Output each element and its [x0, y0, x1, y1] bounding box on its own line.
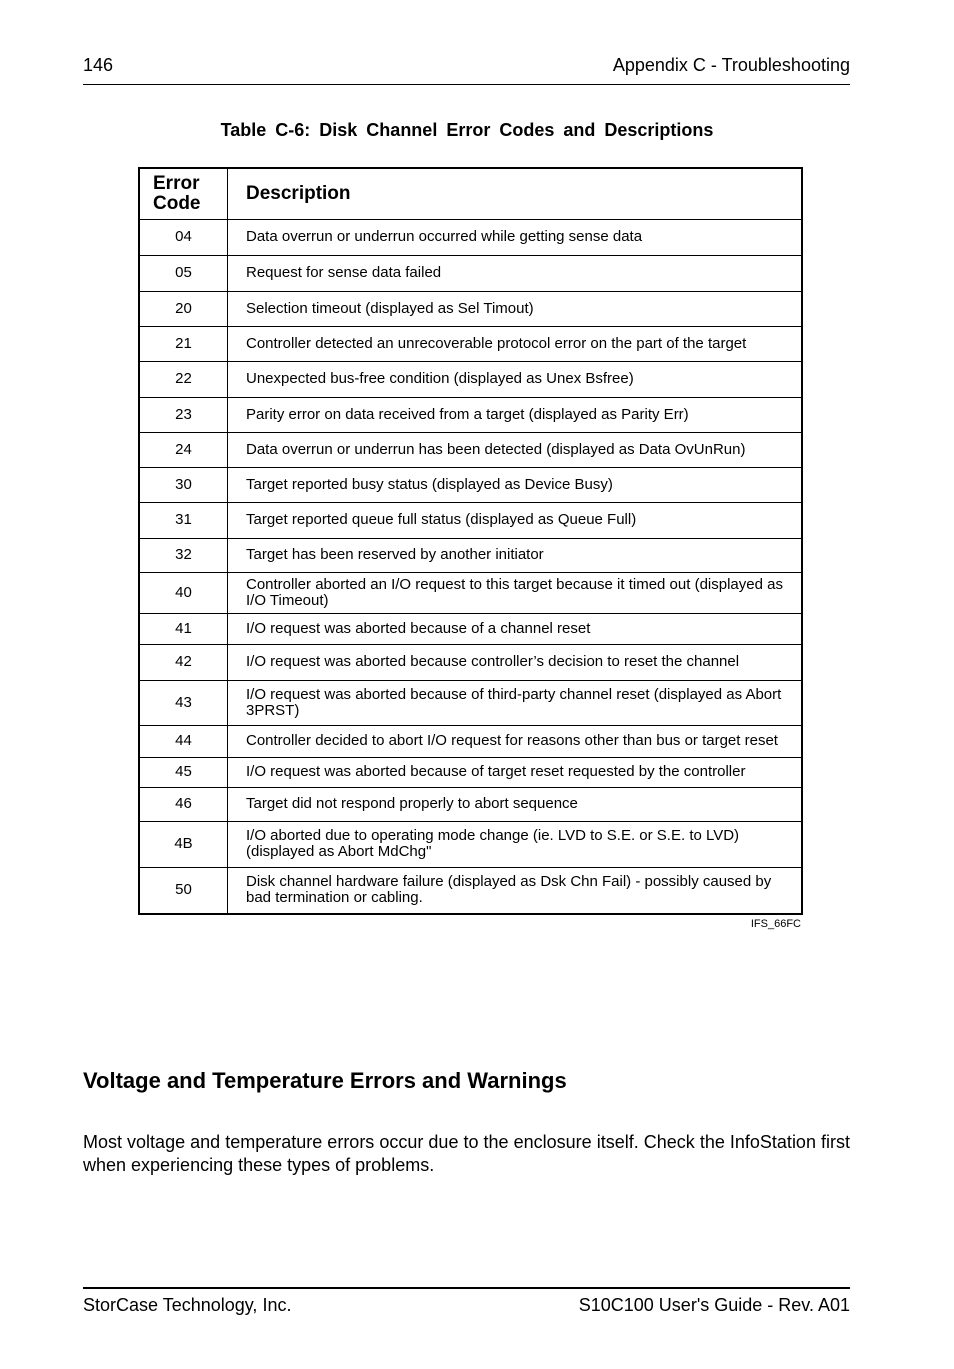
column-header-code-line1: Error [153, 172, 200, 194]
table-row [139, 757, 802, 787]
table-title: Table C-6: Disk Channel Error Codes and Descriptions [220, 120, 714, 140]
table-header-row [139, 168, 802, 219]
footer-divider [83, 1287, 850, 1289]
footer-company: StorCase Technology, Inc. [83, 1295, 292, 1315]
table-row [139, 680, 802, 725]
description-cell: Target reported queue full status (displayed as Queue Full) [228, 502, 803, 538]
description-cell: Request for sense data failed [228, 255, 803, 291]
error-code-cell: 50 [139, 867, 228, 914]
body-paragraph: Most voltage and temperature errors occur due to the enclosure itself. Check the InfoStation first when experiencing these types of problems. [83, 1132, 850, 1175]
description-cell: I/O request was aborted because of a channel reset [228, 613, 803, 644]
description-cell: Disk channel hardware failure (displayed as Dsk Chn Fail) - possibly caused by bad termination or cabling. [228, 867, 803, 914]
error-code-cell: 41 [139, 613, 228, 644]
error-code-cell: 43 [139, 680, 228, 725]
table-row [139, 613, 802, 644]
figure-id: IFS_66FC [750, 918, 801, 930]
error-code-cell: 4B [139, 821, 228, 867]
error-code-cell: 40 [139, 572, 228, 613]
section-heading: Voltage and Temperature Errors and Warnings [83, 1068, 567, 1093]
error-code-cell: 04 [139, 219, 228, 255]
table-row [139, 291, 802, 326]
table-row [139, 255, 802, 291]
description-cell: Unexpected bus-free condition (displayed as Unex Bsfree) [228, 361, 803, 397]
description-cell: Parity error on data received from a target (displayed as Parity Err) [228, 397, 803, 432]
table-row [139, 644, 802, 680]
column-header-error-code [139, 168, 228, 219]
description-cell: I/O aborted due to operating mode change (ie. LVD to S.E. or S.E. to LVD) (displayed as Abort MdChg" [228, 821, 803, 867]
description-cell: Data overrun or underrun has been detected (displayed as Data OvUnRun) [228, 432, 803, 467]
table-row [139, 821, 802, 867]
table-row [139, 725, 802, 757]
column-header-description: Description [228, 168, 803, 219]
table-row [139, 502, 802, 538]
table-row [139, 361, 802, 397]
error-code-cell: 31 [139, 502, 228, 538]
description-cell: Target has been reserved by another initiator [228, 538, 803, 572]
error-code-cell: 23 [139, 397, 228, 432]
page-number: 146 [83, 55, 114, 75]
table-row [139, 538, 802, 572]
description-cell: Data overrun or underrun occurred while getting sense data [228, 219, 803, 255]
table-row [139, 787, 802, 821]
description-cell: I/O request was aborted because of third-party channel reset (displayed as Abort 3PRST) [228, 680, 803, 725]
error-code-cell: 44 [139, 725, 228, 757]
error-code-cell: 24 [139, 432, 228, 467]
running-header: Appendix C - Troubleshooting [612, 55, 850, 75]
table-row [139, 432, 802, 467]
table-row [139, 219, 802, 255]
footer-document-title: S10C100 User's Guide - Rev. A01 [578, 1295, 850, 1315]
table-row [139, 572, 802, 613]
column-header-code-line2: Code [153, 192, 201, 214]
description-cell: Target did not respond properly to abort sequence [228, 787, 803, 821]
error-code-cell: 42 [139, 644, 228, 680]
error-code-cell: 45 [139, 757, 228, 787]
error-code-cell: 46 [139, 787, 228, 821]
error-code-cell: 32 [139, 538, 228, 572]
header-divider [83, 84, 850, 85]
description-cell: Controller detected an unrecoverable protocol error on the part of the target [228, 326, 803, 361]
error-code-cell: 05 [139, 255, 228, 291]
table-row [139, 397, 802, 432]
error-code-cell: 21 [139, 326, 228, 361]
description-cell: I/O request was aborted because controller’s decision to reset the channel [228, 644, 803, 680]
error-code-cell: 22 [139, 361, 228, 397]
error-code-cell: 30 [139, 467, 228, 502]
table-row [139, 326, 802, 361]
table-row [139, 467, 802, 502]
description-cell: Controller aborted an I/O request to this target because it timed out (displayed as I/O Timeout) [228, 572, 803, 613]
table-row [139, 867, 802, 914]
description-cell: Target reported busy status (displayed as Device Busy) [228, 467, 803, 502]
description-cell: I/O request was aborted because of target reset requested by the controller [228, 757, 803, 787]
description-cell: Selection timeout (displayed as Sel Timout) [228, 291, 803, 326]
description-cell: Controller decided to abort I/O request for reasons other than bus or target reset [228, 725, 803, 757]
error-code-table [138, 167, 803, 915]
error-code-cell: 20 [139, 291, 228, 326]
